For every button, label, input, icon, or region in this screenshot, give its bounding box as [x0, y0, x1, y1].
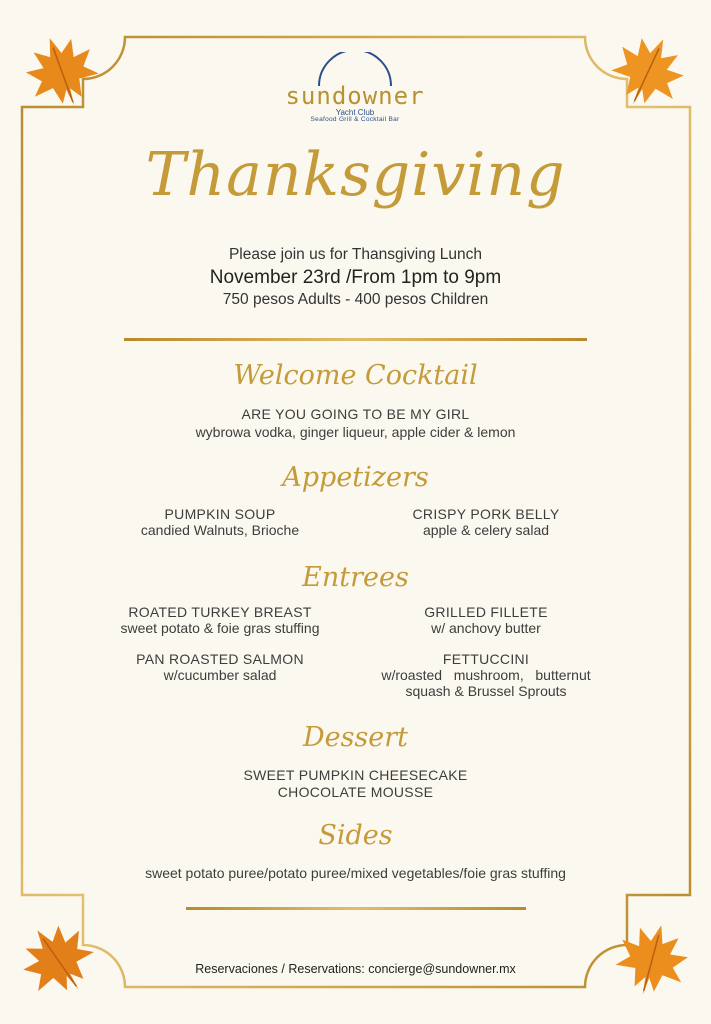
- logo: [270, 52, 440, 122]
- maple-leaf-icon: [18, 920, 98, 1000]
- menu-item: [346, 604, 626, 636]
- menu-item-desc: w/ anchovy butter: [431, 620, 541, 636]
- cocktail-name: ARE YOU GOING TO BE MY GIRL: [241, 406, 470, 422]
- menu-item-name: PAN ROASTED SALMON: [136, 651, 304, 667]
- maple-leaf-icon: [608, 32, 688, 112]
- intro-line: Please join us for Thansgiving Lunch: [228, 246, 483, 263]
- divider: [124, 338, 587, 341]
- menu-item-desc: sweet potato & foie gras stuffing: [120, 620, 320, 636]
- page-title: Thanksgiving: [145, 140, 566, 210]
- event-price: 750 pesos Adults - 400 pesos Children: [222, 291, 489, 308]
- menu-item-desc: candied Walnuts, Brioche: [140, 522, 300, 538]
- reservations-contact: Reservaciones / Reservations: concierge@sundowner.mx: [195, 962, 516, 976]
- logo-tagline: Seafood Grill & Cocktail Bar: [310, 116, 400, 123]
- event-date: November 23rd /From 1pm to 9pm: [209, 267, 502, 288]
- menu-item-name: PUMPKIN SOUP: [164, 506, 276, 522]
- menu-item-desc: apple & celery salad: [422, 522, 550, 538]
- section-heading-appetizers: Appetizers: [282, 462, 429, 493]
- cocktail-desc: wybrowa vodka, ginger liqueur, apple cider & lemon: [195, 424, 516, 440]
- section-heading-welcome: Welcome Cocktail: [233, 360, 478, 391]
- menu-item-name: ROATED TURKEY BREAST: [128, 604, 312, 620]
- logo-name: sundowner: [285, 82, 425, 110]
- maple-leaf-icon: [612, 920, 692, 1000]
- divider: [186, 907, 526, 910]
- menu-item: [80, 651, 360, 683]
- menu-item-desc: squash & Brussel Sprouts: [405, 683, 567, 699]
- menu-item-name: GRILLED FILLETE: [424, 604, 548, 620]
- logo-subtitle: Yacht Club: [335, 108, 375, 117]
- section-heading-sides: Sides: [318, 820, 393, 851]
- section-heading-dessert: Dessert: [302, 722, 409, 753]
- menu-item-desc: w/roasted mushroom, butternut: [381, 667, 591, 683]
- menu-item-name: FETTUCCINI: [442, 651, 530, 667]
- menu-item: [80, 604, 360, 636]
- menu-item: [346, 651, 626, 699]
- sides-list: sweet potato puree/potato puree/mixed vegetables/foie gras stuffing: [145, 865, 566, 881]
- menu-item: [80, 506, 360, 538]
- menu-item-name: CRISPY PORK BELLY: [412, 506, 560, 522]
- maple-leaf-icon: [22, 32, 102, 112]
- dessert-item: SWEET PUMPKIN CHEESECAKE: [243, 767, 468, 783]
- menu-item: [346, 506, 626, 538]
- section-heading-entrees: Entrees: [302, 562, 409, 593]
- dessert-item: CHOCOLATE MOUSSE: [277, 784, 434, 800]
- menu-item-desc: w/cucumber salad: [163, 667, 277, 683]
